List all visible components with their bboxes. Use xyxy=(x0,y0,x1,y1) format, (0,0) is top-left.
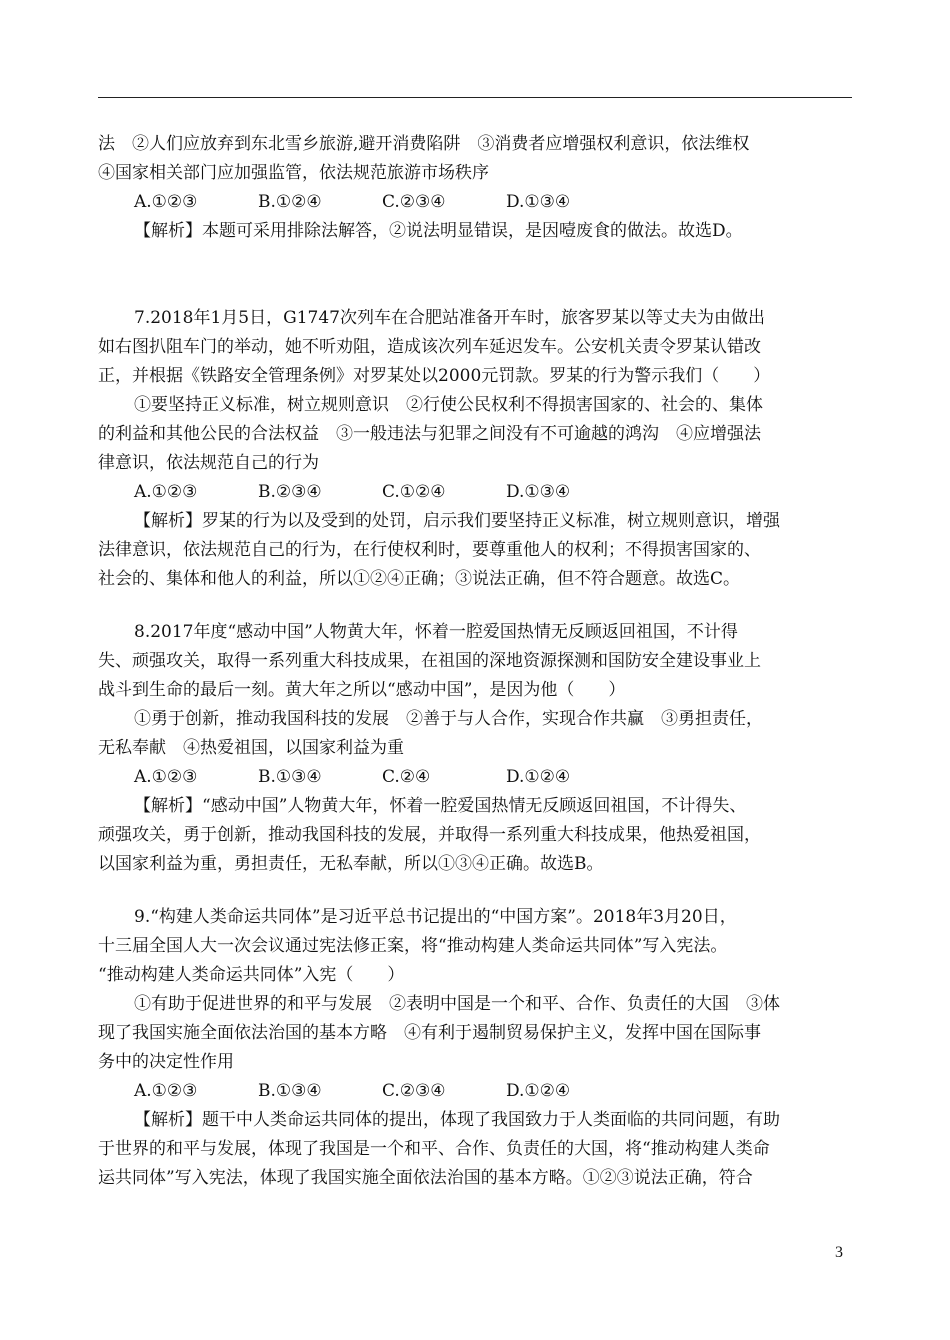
q7-analysis-line: 法律意识，依法规范自己的行为，在行使权利时，要尊重他人的权利；不得损害国家的、 xyxy=(98,540,761,560)
q7-stem-line: 7.2018年1月5日，G1747次列车在合肥站准备开车时，旅客罗某以等丈夫为由做出 xyxy=(134,308,765,328)
q8-stem-line: 失、顽强攻关，取得一系列重大科技成果，在祖国的深地资源探测和国防安全建设事业上 xyxy=(98,651,761,671)
option-d: D.①③④ xyxy=(506,482,571,502)
q8-stem-line: 8.2017年度“感动中国”人物黄大年，怀着一腔爱国热情无反顾返回祖国，不计得 xyxy=(134,622,738,642)
q8-choice-line: ①勇于创新，推动我国科技的发展 ②善于与人合作，实现合作共赢 ③勇担责任， xyxy=(134,709,763,729)
q9-stem-line: “推动构建人类命运共同体”入宪（ ） xyxy=(98,965,405,985)
option-b: B.①③④ xyxy=(258,767,322,787)
option-b: B.①②④ xyxy=(258,192,322,212)
q8-analysis-line: 【解析】“感动中国”人物黄大年，怀着一腔爱国热情无反顾返回祖国，不计得失、 xyxy=(134,796,747,816)
q6-options xyxy=(98,188,852,217)
q9-options xyxy=(98,1077,852,1106)
q8-analysis-line: 以国家利益为重，勇担责任，无私奉献，所以①③④正确。故选B。 xyxy=(98,854,604,874)
q9-choice-line: 现了我国实施全面依法治国的基本方略 ④有利于遏制贸易保护主义，发挥中国在国际事 xyxy=(98,1023,761,1043)
option-a: A.①②③ xyxy=(134,192,198,212)
q7-analysis-line: 【解析】罗某的行为以及受到的处罚，启示我们要坚持正义标准，树立规则意识，增强 xyxy=(134,511,780,531)
q7-options xyxy=(98,478,852,507)
q7-analysis-line: 社会的、集体和他人的利益，所以①②④正确；③说法正确，但不符合题意。故选C。 xyxy=(98,569,741,589)
option-d: D.①③④ xyxy=(506,192,571,212)
q8-options xyxy=(98,763,852,792)
question-6 xyxy=(98,130,852,246)
q9-analysis-line: 运共同体”写入宪法，体现了我国实施全面依法治国的基本方略。①②③说法正确，符合 xyxy=(98,1168,753,1188)
question-7 xyxy=(98,304,852,594)
q7-choice-line: 的利益和其他公民的合法权益 ③一般违法与犯罪之间没有不可逾越的鸿沟 ④应增强法 xyxy=(98,424,761,444)
q9-choice-line: ①有助于促进世界的和平与发展 ②表明中国是一个和平、合作、负责任的大国 ③体 xyxy=(134,994,780,1014)
q7-choice-line: 律意识，依法规范自己的行为 xyxy=(98,453,319,473)
option-d: D.①②④ xyxy=(506,767,571,787)
option-c: C.②③④ xyxy=(382,1081,446,1101)
option-b: B.①③④ xyxy=(258,1081,322,1101)
page-number: 3 xyxy=(835,1244,843,1261)
q6-text-line: 法 ②人们应放弃到东北雪乡旅游,避开消费陷阱 ③消费者应增强权利意识，依法维权 xyxy=(98,134,750,154)
q7-choice-line: ①要坚持正义标准，树立规则意识 ②行使公民权利不得损害国家的、社会的、集体 xyxy=(134,395,763,415)
q9-stem-line: 9.“构建人类命运共同体”是习近平总书记提出的“中国方案”。2018年3月20日， xyxy=(134,907,737,927)
option-c: C.②③④ xyxy=(382,192,446,212)
option-b: B.②③④ xyxy=(258,482,322,502)
option-c: C.②④ xyxy=(382,767,431,787)
q6-analysis: 【解析】本题可采用排除法解答，②说法明显错误，是因噎废食的做法。故选D。 xyxy=(134,221,743,241)
option-a: A.①②③ xyxy=(134,1081,198,1101)
document-body xyxy=(98,130,852,1193)
q9-analysis-line: 于世界的和平与发展，体现了我国是一个和平、合作、负责任的大国，将“推动构建人类命 xyxy=(98,1139,770,1159)
q7-stem-line: 正，并根据《铁路安全管理条例》对罗某处以2000元罚款。罗某的行为警示我们（ ） xyxy=(98,366,771,386)
question-9 xyxy=(98,903,852,1193)
header-rule xyxy=(98,97,852,98)
q9-choice-line: 务中的决定性作用 xyxy=(98,1052,234,1072)
question-8 xyxy=(98,618,852,879)
q8-stem-line: 战斗到生命的最后一刻。黄大年之所以“感动中国”，是因为他（ ） xyxy=(98,680,626,700)
option-c: C.①②④ xyxy=(382,482,446,502)
q9-stem-line: 十三届全国人大一次会议通过宪法修正案，将“推动构建人类命运共同体”写入宪法。 xyxy=(98,936,728,956)
q8-choice-line: 无私奉献 ④热爱祖国，以国家利益为重 xyxy=(98,738,404,758)
q6-text-line: ④国家相关部门应加强监管，依法规范旅游市场秩序 xyxy=(98,163,489,183)
q7-stem-line: 如右图扒阻车门的举动，她不听劝阻，造成该次列车延迟发车。公安机关责令罗某认错改 xyxy=(98,337,761,357)
q9-analysis-line: 【解析】题干中人类命运共同体的提出，体现了我国致力于人类面临的共同问题，有助 xyxy=(134,1110,780,1130)
option-d: D.①②④ xyxy=(506,1081,571,1101)
option-a: A.①②③ xyxy=(134,767,198,787)
option-a: A.①②③ xyxy=(134,482,198,502)
q8-analysis-line: 顽强攻关，勇于创新，推动我国科技的发展，并取得一系列重大科技成果，他热爱祖国， xyxy=(98,825,761,845)
